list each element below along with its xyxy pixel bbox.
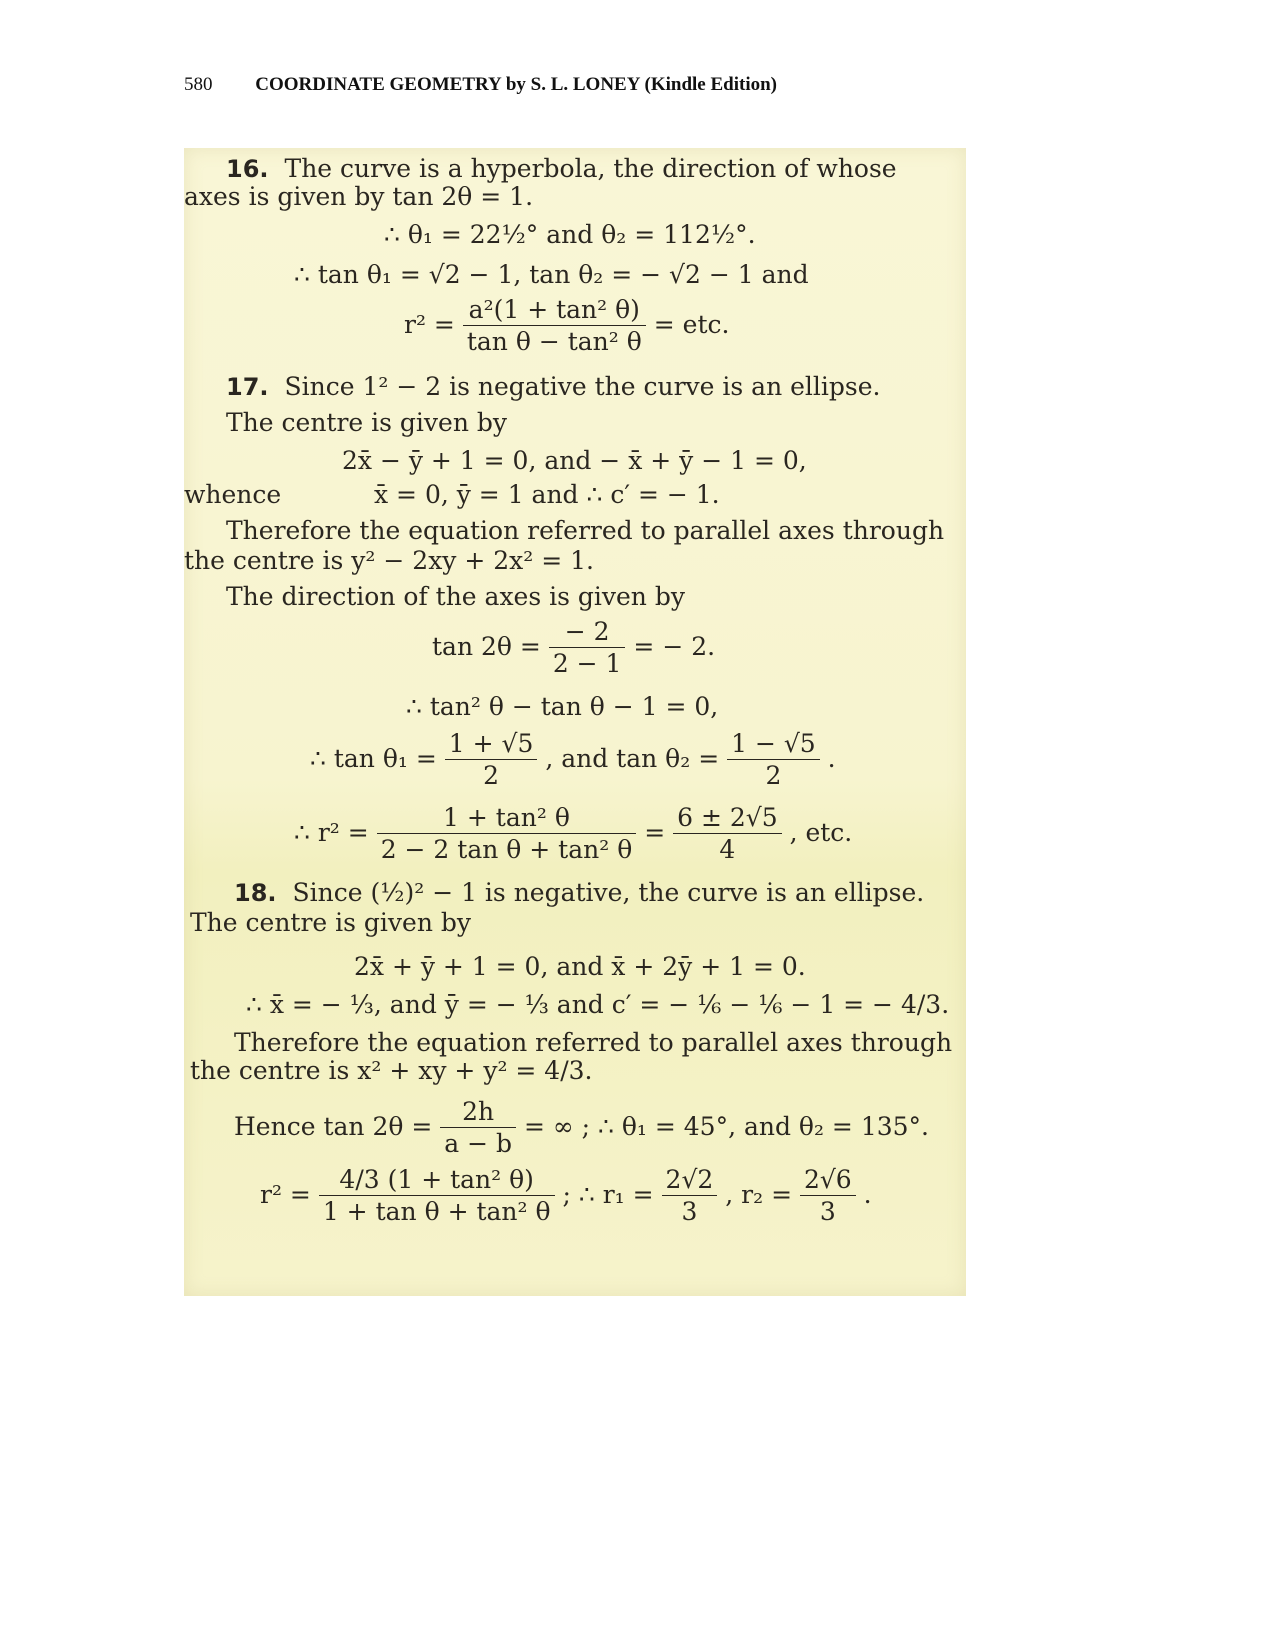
- scanned-page: [184, 148, 966, 1296]
- p18-r-lhs: r² =: [260, 1179, 311, 1209]
- p16-text-a: The curve is a hyperbola, the direction of whose: [284, 154, 897, 183]
- p18-line-1: [234, 880, 924, 905]
- p17-quadratic: ∴ tan² θ − tan θ − 1 = 0,: [406, 692, 719, 721]
- p17-line-1: [226, 374, 880, 399]
- p17-tan2-denominator: 2 − 1: [549, 647, 626, 679]
- p18-r1-fraction: [662, 1166, 718, 1227]
- p16-line-1: [226, 156, 897, 181]
- p18-number: 18.: [234, 879, 277, 907]
- p17-r-end: , etc.: [789, 817, 853, 847]
- p16-r-equation: [404, 296, 729, 357]
- p18-r-equation: [260, 1166, 872, 1227]
- p17-t2-fraction: [727, 730, 820, 791]
- p18-text-a: Since (½)² − 1 is negative, the curve is an ellipse.: [292, 878, 925, 907]
- p18-eq-centre: 2x̄ + ȳ + 1 = 0, and x̄ + 2ȳ + 1 = 0.: [354, 952, 806, 981]
- p18-hence-fraction: [440, 1098, 516, 1159]
- p18-r1-denominator: 3: [662, 1195, 718, 1227]
- p16-r-rhs: = etc.: [653, 309, 730, 339]
- p16-r-lhs: r² =: [404, 309, 455, 339]
- p17-r-equals: =: [644, 817, 666, 847]
- p17-r-fraction: [377, 804, 637, 865]
- p18-r-fraction: [319, 1166, 555, 1227]
- p17-t2-lhs: , and tan θ₂ =: [545, 743, 720, 773]
- p16-r-denominator: tan θ − tan² θ: [463, 325, 646, 357]
- p17-tan2-fraction: [549, 618, 626, 679]
- p17-tan2-numerator: − 2: [564, 617, 610, 646]
- p17-text-c: Therefore the equation referred to parallel axes through: [226, 516, 945, 545]
- p18-eq-values: ∴ x̄ = − ⅓, and ȳ = − ⅓ and c′ = − ⅙ − ⅙ − 1 = − 4/3.: [246, 990, 950, 1019]
- p16-r-numerator: a²(1 + tan² θ): [468, 295, 640, 324]
- p17-r-equation: [294, 804, 852, 865]
- p17-eq-centre: 2x̄ − ȳ + 1 = 0, and − x̄ + ȳ − 1 = 0,: [342, 446, 807, 475]
- p17-t1-fraction: [445, 730, 538, 791]
- book-title: COORDINATE GEOMETRY by S. L. LONEY (Kindle Edition): [255, 74, 777, 95]
- p18-r1-numerator: 2√2: [665, 1165, 714, 1194]
- p18-hence-denominator: a − b: [440, 1127, 516, 1159]
- p18-hence-line: [234, 1098, 929, 1159]
- p17-r-numerator: 1 + tan² θ: [443, 803, 570, 832]
- p17-t1-denominator: 2: [445, 759, 538, 791]
- p17-number: 17.: [226, 373, 269, 401]
- p16-tan-line: ∴ tan θ₁ = √2 − 1, tan θ₂ = − √2 − 1 and: [294, 260, 809, 289]
- p18-hence: Hence tan 2θ =: [234, 1111, 433, 1141]
- p18-r-end: .: [863, 1179, 872, 1209]
- p17-r2-denominator: 4: [673, 833, 782, 865]
- p17-t2-numerator: 1 − √5: [731, 729, 816, 758]
- p17-text-e: The direction of the axes is given by: [226, 582, 685, 611]
- p17-r2-numerator: 6 ± 2√5: [677, 803, 778, 832]
- p16-theta-line: ∴ θ₁ = 22½° and θ₂ = 112½°.: [384, 220, 756, 249]
- p17-text-b: The centre is given by: [226, 408, 508, 437]
- p16-number: 16.: [226, 155, 269, 183]
- p18-r-denominator: 1 + tan θ + tan² θ: [319, 1195, 555, 1227]
- p18-hence-numerator: 2h: [462, 1097, 495, 1126]
- p18-text-b: The centre is given by: [190, 908, 472, 937]
- p18-r2-numerator: 2√6: [803, 1165, 852, 1194]
- p17-tan2-rhs: = − 2.: [633, 631, 716, 661]
- p17-t1-lhs: ∴ tan θ₁ =: [310, 743, 437, 773]
- p17-tan2-equation: [432, 618, 715, 679]
- p17-t2-denominator: 2: [727, 759, 820, 791]
- p18-r2-lhs: , r₂ =: [725, 1179, 793, 1209]
- running-header: [184, 74, 777, 96]
- p17-text-d: the centre is y² − 2xy + 2x² = 1.: [184, 546, 594, 575]
- p16-text-b: axes is given by tan 2θ = 1.: [184, 182, 534, 211]
- page-number: 580: [184, 74, 213, 95]
- p17-whence: whence: [184, 480, 282, 509]
- p17-r-denominator: 2 − 2 tan θ + tan² θ: [377, 833, 637, 865]
- p17-r-lhs: ∴ r² =: [294, 817, 369, 847]
- p18-hence-rest: = ∞ ; ∴ θ₁ = 45°, and θ₂ = 135°.: [523, 1111, 929, 1141]
- p17-r2-fraction: [673, 804, 782, 865]
- p18-r-mid: ; ∴ r₁ =: [562, 1179, 654, 1209]
- p17-eq-whence: x̄ = 0, ȳ = 1 and ∴ c′ = − 1.: [374, 480, 720, 509]
- p16-r-fraction: [463, 296, 646, 357]
- p18-r-numerator: 4/3 (1 + tan² θ): [339, 1165, 534, 1194]
- p17-text-a: Since 1² − 2 is negative the curve is an ellipse.: [284, 372, 881, 401]
- p18-r2-fraction: [800, 1166, 856, 1227]
- p18-text-d: the centre is x² + xy + y² = 4/3.: [190, 1056, 593, 1085]
- p17-t1-numerator: 1 + √5: [448, 729, 534, 758]
- p17-tan2-lhs: tan 2θ =: [432, 631, 541, 661]
- p17-tan-roots: [310, 730, 836, 791]
- p18-r2-denominator: 3: [800, 1195, 856, 1227]
- p18-text-c: Therefore the equation referred to parallel axes through: [234, 1028, 953, 1057]
- p17-t2-end: .: [827, 743, 836, 773]
